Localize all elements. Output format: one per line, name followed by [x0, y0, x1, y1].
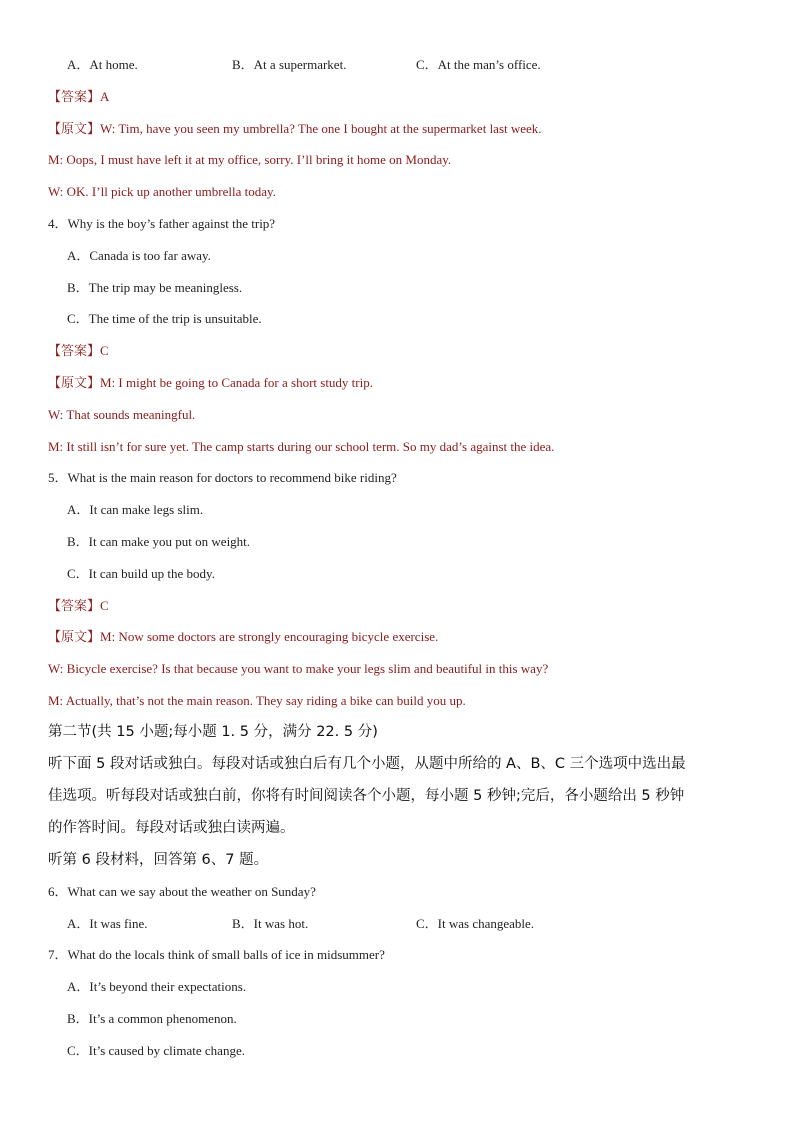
- script-text: M: Now some doctors are strongly encouraging bicycle exercise.: [100, 629, 439, 644]
- q4-script-line: [48, 374, 373, 392]
- q6-question: 6．What can we say about the weather on Sunday?: [48, 884, 316, 899]
- q3-option-a: A．At home.: [67, 57, 138, 72]
- q7-option-a: A．It’s beyond their expectations.: [67, 979, 247, 994]
- answer-tag: 【答案】: [48, 89, 101, 104]
- q5-question: 5．What is the main reason for doctors to recommend bike riding?: [48, 470, 397, 485]
- q4-script-line: M: It still isn’t for sure yet. The camp starts during our school term. So my dad’s against the idea.: [48, 439, 555, 454]
- q7-option-b: B．It’s a common phenomenon.: [67, 1011, 237, 1026]
- section-instructions-line: 听下面 5 段对话或独白。每段对话或独白后有几个小题，从题中所给的 A、B、C 三个选项中选出最: [48, 756, 686, 772]
- answer-tag: 【答案】: [48, 598, 101, 613]
- q4-option-a: A．Canada is too far away.: [67, 248, 211, 263]
- answer-value: A: [100, 89, 110, 104]
- q5-option-a: A．It can make legs slim.: [67, 502, 204, 517]
- q6-option-b: B．It was hot.: [232, 916, 309, 931]
- q7-question: 7．What do the locals think of small balls of ice in midsummer?: [48, 947, 385, 962]
- q7-option-c: C．It’s caused by climate change.: [67, 1043, 245, 1058]
- q6-option-c: C．It was changeable.: [416, 916, 535, 931]
- q4-question: 4．Why is the boy’s father against the trip?: [48, 216, 276, 231]
- q6-option-a: A．It was fine.: [67, 916, 148, 931]
- script-tag: 【原文】: [48, 629, 101, 644]
- q3-script-line: W: OK. I’ll pick up another umbrella today.: [48, 184, 276, 199]
- q3-script-line: [48, 120, 542, 138]
- script-text: M: I might be going to Canada for a short study trip.: [100, 375, 373, 390]
- q3-answer: [48, 88, 109, 106]
- script-tag: 【原文】: [48, 121, 101, 136]
- q4-option-b: B．The trip may be meaningless.: [67, 280, 243, 295]
- material-instruction: 听第 6 段材料，回答第 6、7 题。: [48, 852, 269, 868]
- script-text: W: Tim, have you seen my umbrella? The one I bought at the supermarket last week.: [100, 121, 542, 136]
- answer-value: C: [100, 598, 109, 613]
- answer-tag: 【答案】: [48, 343, 101, 358]
- section-instructions-line: 的作答时间。每段对话或独白读两遍。: [48, 820, 295, 836]
- q4-option-c: C．The time of the trip is unsuitable.: [67, 311, 262, 326]
- q5-script-line: M: Actually, that’s not the main reason. They say riding a bike can build you up.: [48, 693, 466, 708]
- answer-value: C: [100, 343, 109, 358]
- q5-answer: [48, 597, 109, 615]
- section-heading: 第二节(共 15 小题;每小题 1. 5 分，满分 22. 5 分): [48, 724, 378, 740]
- q3-script-line: M: Oops, I must have left it at my office, sorry. I’ll bring it home on Monday.: [48, 152, 452, 167]
- q4-script-line: W: That sounds meaningful.: [48, 407, 196, 422]
- q5-option-c: C．It can build up the body.: [67, 566, 215, 581]
- q3-option-b: B．At a supermarket.: [232, 57, 347, 72]
- q5-script-line: [48, 628, 438, 646]
- script-tag: 【原文】: [48, 375, 101, 390]
- q3-option-c: C．At the man’s office.: [416, 57, 541, 72]
- q5-option-b: B．It can make you put on weight.: [67, 534, 251, 549]
- q5-script-line: W: Bicycle exercise? Is that because you want to make your legs slim and beautiful in this way?: [48, 661, 549, 676]
- q4-answer: [48, 342, 109, 360]
- section-instructions-line: 佳选项。听每段对话或独白前，你将有时间阅读各个小题，每小题 5 秒钟;完后，各小题给出 5 秒钟: [48, 788, 685, 804]
